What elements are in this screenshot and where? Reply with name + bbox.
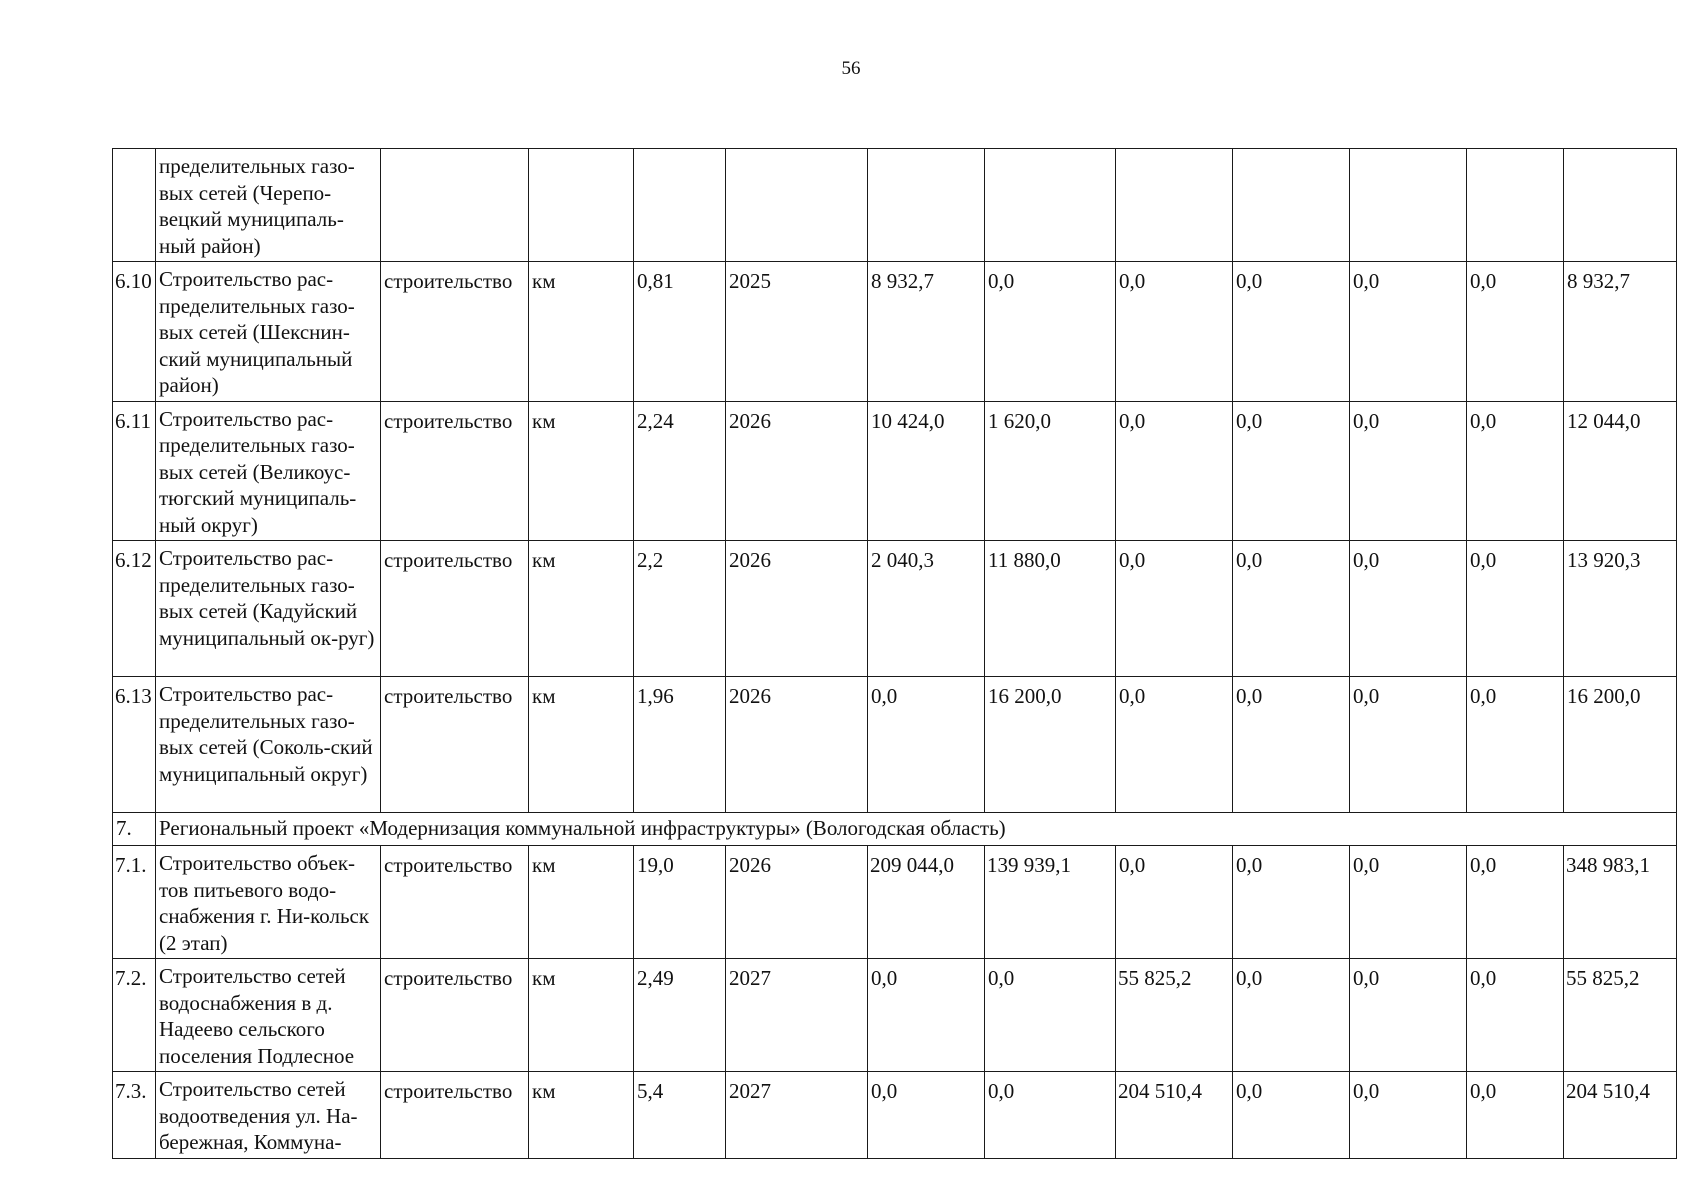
amount-2: 0,0 <box>985 959 1116 1072</box>
total: 8 932,7 <box>1564 262 1677 402</box>
page-number: 56 <box>841 58 861 79</box>
unit: км <box>529 677 634 813</box>
event-type: строительство <box>381 846 529 959</box>
amount-1 <box>868 149 985 262</box>
amount-4: 0,0 <box>1233 677 1350 813</box>
amount-2: 1 620,0 <box>985 401 1116 541</box>
amount-4: 0,0 <box>1233 262 1350 402</box>
amount-3: 204 510,4 <box>1116 1072 1233 1159</box>
amount-6 <box>1467 149 1564 262</box>
capacity: 2,49 <box>634 959 726 1072</box>
amount-3: 0,0 <box>1116 846 1233 959</box>
row-number: 6.12 <box>113 541 156 677</box>
event-type: строительство <box>381 1072 529 1159</box>
row-number: 6.11 <box>113 401 156 541</box>
amount-3: 0,0 <box>1116 541 1233 677</box>
amount-3: 0,0 <box>1116 677 1233 813</box>
object-name: Строительство рас-пределительных газо-вых сетей (Шекснин-ский муниципальный район) <box>156 262 381 402</box>
amount-4: 0,0 <box>1233 401 1350 541</box>
table-row <box>113 541 1677 677</box>
year: 2027 <box>726 959 868 1072</box>
amount-6: 0,0 <box>1467 262 1564 402</box>
amount-5: 0,0 <box>1350 677 1467 813</box>
table-row <box>113 677 1677 813</box>
event-type: строительство <box>381 677 529 813</box>
year: 2025 <box>726 262 868 402</box>
unit <box>529 149 634 262</box>
amount-6: 0,0 <box>1467 1072 1564 1159</box>
object-name: Строительство сетей водоснабжения в д. Надеево сельского поселения Подлесное <box>156 959 381 1072</box>
total: 12 044,0 <box>1564 401 1677 541</box>
section-title: Региональный проект «Модернизация коммунальной инфраструктуры» (Вологодская область) <box>156 813 1677 846</box>
amount-2: 139 939,1 <box>985 846 1116 959</box>
amount-3: 55 825,2 <box>1116 959 1233 1072</box>
total: 55 825,2 <box>1564 959 1677 1072</box>
amount-4: 0,0 <box>1233 846 1350 959</box>
unit: км <box>529 401 634 541</box>
amount-4 <box>1233 149 1350 262</box>
amount-4: 0,0 <box>1233 959 1350 1072</box>
unit: км <box>529 1072 634 1159</box>
amount-5: 0,0 <box>1350 959 1467 1072</box>
amount-2: 0,0 <box>985 1072 1116 1159</box>
section-row <box>113 813 1677 846</box>
total: 13 920,3 <box>1564 541 1677 677</box>
amount-5: 0,0 <box>1350 1072 1467 1159</box>
capacity: 1,96 <box>634 677 726 813</box>
year: 2026 <box>726 541 868 677</box>
row-number <box>113 149 156 262</box>
amount-1: 0,0 <box>868 1072 985 1159</box>
event-type: строительство <box>381 262 529 402</box>
amount-5: 0,0 <box>1350 541 1467 677</box>
object-name: Строительство рас-пределительных газо-вых сетей (Соколь-ский муниципальный округ) <box>156 677 381 813</box>
amount-1: 10 424,0 <box>868 401 985 541</box>
table-row <box>113 149 1677 262</box>
amount-1: 8 932,7 <box>868 262 985 402</box>
amount-4: 0,0 <box>1233 541 1350 677</box>
table-row <box>113 846 1677 959</box>
amount-1: 0,0 <box>868 959 985 1072</box>
row-number: 7.3. <box>113 1072 156 1159</box>
capacity: 19,0 <box>634 846 726 959</box>
table-row <box>113 262 1677 402</box>
table-row <box>113 401 1677 541</box>
amount-1: 2 040,3 <box>868 541 985 677</box>
table-body <box>113 149 1677 1159</box>
amount-3: 0,0 <box>1116 262 1233 402</box>
amount-2: 0,0 <box>985 262 1116 402</box>
capacity: 2,24 <box>634 401 726 541</box>
amount-1: 0,0 <box>868 677 985 813</box>
amount-5: 0,0 <box>1350 262 1467 402</box>
amount-6: 0,0 <box>1467 401 1564 541</box>
total: 348 983,1 <box>1564 846 1677 959</box>
row-number: 6.13 <box>113 677 156 813</box>
amount-6: 0,0 <box>1467 677 1564 813</box>
event-type <box>381 149 529 262</box>
object-name: Строительство сетей водоотведения ул. На-бережная, Коммуна- <box>156 1072 381 1159</box>
object-name: Строительство рас-пределительных газо-вых сетей (Великоус-тюгский муниципаль-ный округ) <box>156 401 381 541</box>
amount-5: 0,0 <box>1350 401 1467 541</box>
year: 2026 <box>726 401 868 541</box>
total: 204 510,4 <box>1564 1072 1677 1159</box>
object-name: Строительство рас-пределительных газо-вых сетей (Кадуйский муниципальный ок-руг) <box>156 541 381 677</box>
object-name: Строительство объек-тов питьевого водо-снабжения г. Ни-кольск (2 этап) <box>156 846 381 959</box>
total: 16 200,0 <box>1564 677 1677 813</box>
unit: км <box>529 541 634 677</box>
amount-6: 0,0 <box>1467 846 1564 959</box>
row-number: 7.2. <box>113 959 156 1072</box>
amount-3: 0,0 <box>1116 401 1233 541</box>
capacity: 2,2 <box>634 541 726 677</box>
amount-6: 0,0 <box>1467 959 1564 1072</box>
year: 2027 <box>726 1072 868 1159</box>
amount-3 <box>1116 149 1233 262</box>
amount-5: 0,0 <box>1350 846 1467 959</box>
program-table <box>112 148 1677 1159</box>
amount-2: 16 200,0 <box>985 677 1116 813</box>
capacity: 5,4 <box>634 1072 726 1159</box>
capacity: 0,81 <box>634 262 726 402</box>
amount-1: 209 044,0 <box>868 846 985 959</box>
amount-2 <box>985 149 1116 262</box>
event-type: строительство <box>381 959 529 1072</box>
unit: км <box>529 262 634 402</box>
table-row <box>113 959 1677 1072</box>
event-type: строительство <box>381 541 529 677</box>
year <box>726 149 868 262</box>
amount-6: 0,0 <box>1467 541 1564 677</box>
amount-5 <box>1350 149 1467 262</box>
table-row <box>113 1072 1677 1159</box>
total <box>1564 149 1677 262</box>
year: 2026 <box>726 846 868 959</box>
row-number: 7.1. <box>113 846 156 959</box>
object-name: пределительных газо-вых сетей (Черепо-вецкий муниципаль-ный район) <box>156 149 381 262</box>
section-number: 7. <box>113 813 156 846</box>
year: 2026 <box>726 677 868 813</box>
capacity <box>634 149 726 262</box>
unit: км <box>529 959 634 1072</box>
amount-4: 0,0 <box>1233 1072 1350 1159</box>
row-number: 6.10 <box>113 262 156 402</box>
amount-2: 11 880,0 <box>985 541 1116 677</box>
unit: км <box>529 846 634 959</box>
event-type: строительство <box>381 401 529 541</box>
